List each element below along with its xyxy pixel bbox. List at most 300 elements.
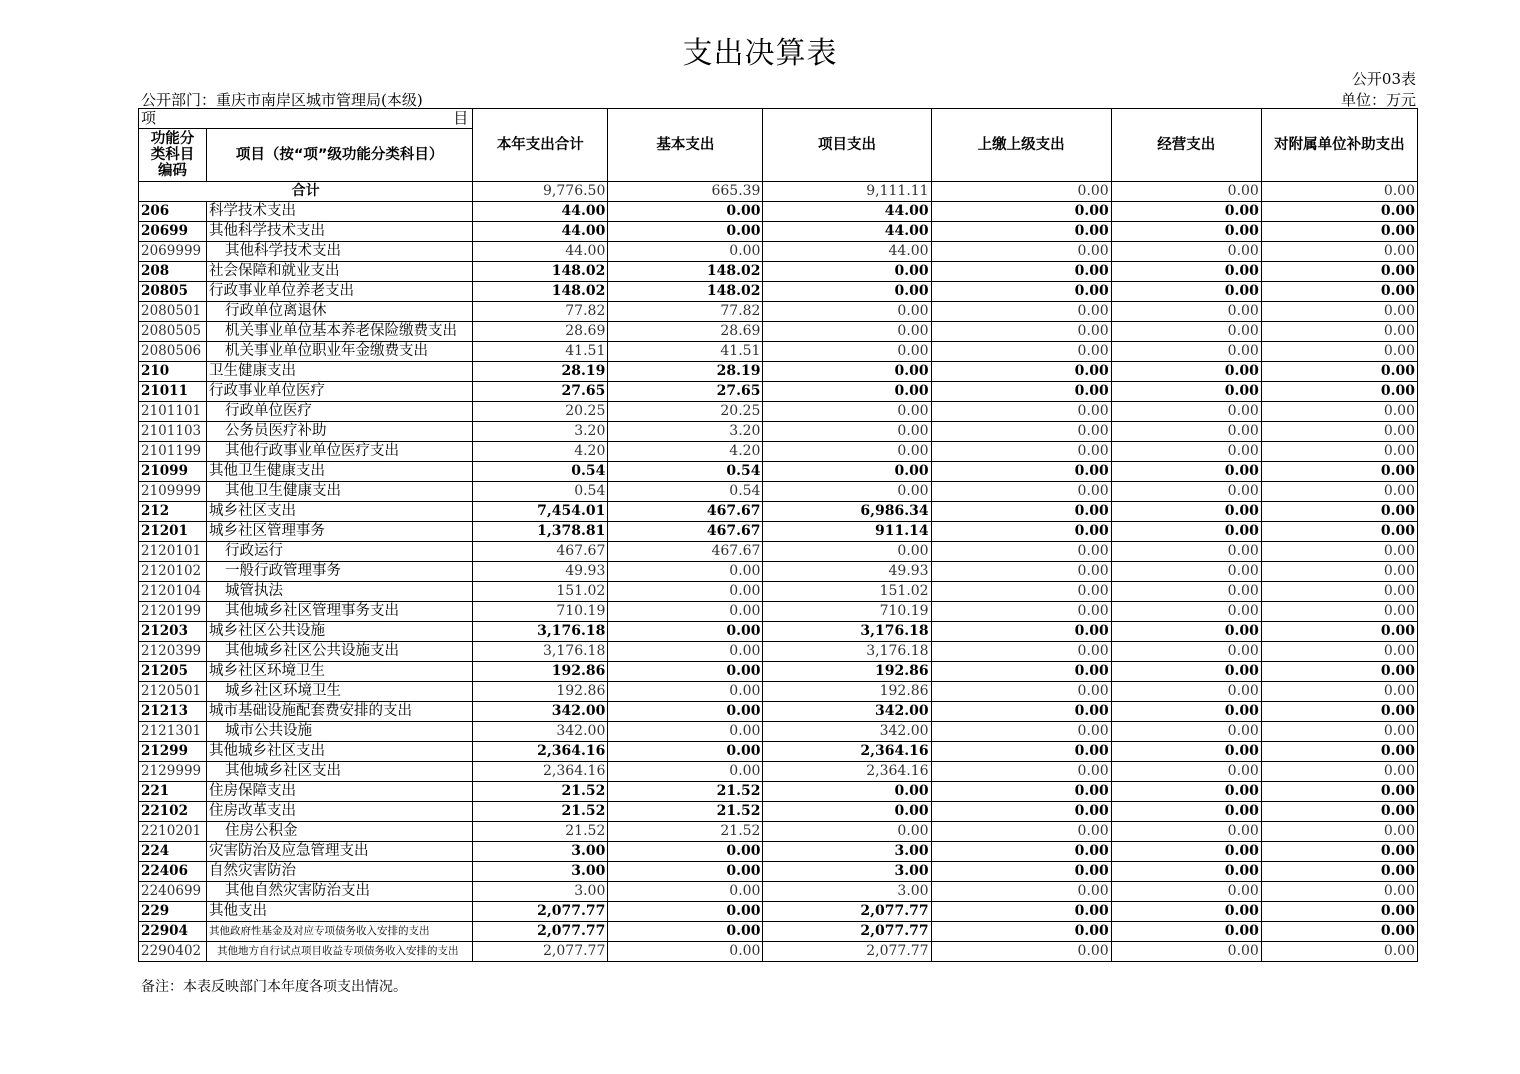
row-value: 0.00 bbox=[931, 882, 1111, 902]
table-row bbox=[139, 542, 1418, 562]
table-row bbox=[139, 582, 1418, 602]
row-value: 0.00 bbox=[763, 802, 931, 822]
row-code: 2080501 bbox=[139, 302, 207, 322]
row-value: 0.00 bbox=[931, 262, 1111, 282]
row-value: 0.00 bbox=[1261, 802, 1417, 822]
row-value: 21.52 bbox=[473, 822, 608, 842]
row-value: 0.00 bbox=[931, 282, 1111, 302]
table-row bbox=[139, 862, 1418, 882]
total-label: 合计 bbox=[139, 182, 473, 202]
row-name: 城乡社区支出 bbox=[207, 502, 473, 522]
row-name: 其他政府性基金及对应专项债务收入安排的支出 bbox=[207, 922, 473, 942]
row-value: 467.67 bbox=[608, 542, 763, 562]
header-col-basic: 基本支出 bbox=[608, 109, 763, 182]
row-value: 0.00 bbox=[931, 542, 1111, 562]
table-row bbox=[139, 402, 1418, 422]
row-value: 0.00 bbox=[1261, 562, 1417, 582]
row-name: 机关事业单位职业年金缴费支出 bbox=[207, 342, 473, 362]
row-value: 0.54 bbox=[473, 482, 608, 502]
table-row bbox=[139, 282, 1418, 302]
row-value: 0.00 bbox=[1111, 262, 1261, 282]
row-value: 0.00 bbox=[1261, 442, 1417, 462]
row-value: 0.00 bbox=[931, 242, 1111, 262]
table-row bbox=[139, 742, 1418, 762]
table-row bbox=[139, 942, 1418, 962]
row-value: 0.00 bbox=[1111, 722, 1261, 742]
row-value: 28.69 bbox=[608, 322, 763, 342]
row-value: 0.00 bbox=[1111, 702, 1261, 722]
row-code: 21299 bbox=[139, 742, 207, 762]
row-value: 0.00 bbox=[1261, 942, 1417, 962]
row-name: 机关事业单位基本养老保险缴费支出 bbox=[207, 322, 473, 342]
row-value: 0.00 bbox=[608, 582, 763, 602]
row-code: 2240699 bbox=[139, 882, 207, 902]
row-value: 20.25 bbox=[608, 402, 763, 422]
row-name: 公务员医疗补助 bbox=[207, 422, 473, 442]
total-value: 0.00 bbox=[931, 182, 1111, 202]
row-value: 0.00 bbox=[931, 822, 1111, 842]
table-row bbox=[139, 702, 1418, 722]
row-value: 6,986.34 bbox=[763, 502, 931, 522]
row-value: 0.00 bbox=[1111, 882, 1261, 902]
expenditure-table bbox=[138, 108, 1418, 962]
total-value: 0.00 bbox=[1111, 182, 1261, 202]
header-item-left: 项 bbox=[141, 109, 157, 127]
row-value: 148.02 bbox=[608, 262, 763, 282]
row-name: 行政事业单位医疗 bbox=[207, 382, 473, 402]
row-name: 其他科学技术支出 bbox=[207, 242, 473, 262]
row-value: 0.00 bbox=[931, 462, 1111, 482]
table-row bbox=[139, 482, 1418, 502]
row-value: 0.00 bbox=[1261, 482, 1417, 502]
row-value: 0.54 bbox=[473, 462, 608, 482]
row-value: 0.00 bbox=[1111, 522, 1261, 542]
row-value: 0.00 bbox=[1261, 242, 1417, 262]
row-value: 0.00 bbox=[608, 882, 763, 902]
table-row bbox=[139, 502, 1418, 522]
row-value: 1,378.81 bbox=[473, 522, 608, 542]
total-value: 9,776.50 bbox=[473, 182, 608, 202]
row-name: 行政单位离退休 bbox=[207, 302, 473, 322]
row-value: 0.00 bbox=[1261, 382, 1417, 402]
row-value: 0.00 bbox=[763, 302, 931, 322]
row-name: 其他自然灾害防治支出 bbox=[207, 882, 473, 902]
row-value: 0.00 bbox=[1261, 342, 1417, 362]
row-value: 2,364.16 bbox=[473, 742, 608, 762]
row-name: 其他城乡社区支出 bbox=[207, 742, 473, 762]
row-code: 212 bbox=[139, 502, 207, 522]
row-name: 城市公共设施 bbox=[207, 722, 473, 742]
row-value: 0.00 bbox=[1261, 822, 1417, 842]
row-value: 192.86 bbox=[473, 662, 608, 682]
row-name: 其他卫生健康支出 bbox=[207, 482, 473, 502]
row-name: 其他行政事业单位医疗支出 bbox=[207, 442, 473, 462]
row-value: 0.00 bbox=[1111, 202, 1261, 222]
row-code: 2101199 bbox=[139, 442, 207, 462]
row-value: 0.00 bbox=[931, 922, 1111, 942]
row-code: 21099 bbox=[139, 462, 207, 482]
row-value: 0.00 bbox=[931, 702, 1111, 722]
row-code: 2101103 bbox=[139, 422, 207, 442]
row-code: 2101101 bbox=[139, 402, 207, 422]
row-value: 0.00 bbox=[931, 522, 1111, 542]
row-name: 其他城乡社区管理事务支出 bbox=[207, 602, 473, 622]
row-value: 0.00 bbox=[763, 482, 931, 502]
row-value: 0.00 bbox=[1261, 522, 1417, 542]
row-value: 0.00 bbox=[1111, 582, 1261, 602]
row-code: 21201 bbox=[139, 522, 207, 542]
row-value: 0.00 bbox=[608, 942, 763, 962]
row-value: 3.00 bbox=[473, 842, 608, 862]
row-code: 2290402 bbox=[139, 942, 207, 962]
row-value: 2,077.77 bbox=[473, 922, 608, 942]
row-value: 44.00 bbox=[473, 242, 608, 262]
row-code: 21205 bbox=[139, 662, 207, 682]
row-value: 44.00 bbox=[763, 242, 931, 262]
row-value: 2,077.77 bbox=[763, 902, 931, 922]
row-value: 0.00 bbox=[608, 202, 763, 222]
row-value: 2,077.77 bbox=[763, 922, 931, 942]
row-value: 44.00 bbox=[473, 222, 608, 242]
row-value: 0.00 bbox=[931, 662, 1111, 682]
row-name: 城乡社区环境卫生 bbox=[207, 682, 473, 702]
row-code: 2120102 bbox=[139, 562, 207, 582]
footnote: 备注：本表反映部门本年度各项支出情况。 bbox=[141, 979, 407, 995]
row-value: 0.00 bbox=[931, 802, 1111, 822]
row-value: 21.52 bbox=[473, 802, 608, 822]
row-value: 21.52 bbox=[608, 782, 763, 802]
row-code: 2109999 bbox=[139, 482, 207, 502]
row-code: 221 bbox=[139, 782, 207, 802]
row-name: 一般行政管理事务 bbox=[207, 562, 473, 582]
row-value: 148.02 bbox=[608, 282, 763, 302]
row-value: 0.00 bbox=[1111, 842, 1261, 862]
row-value: 28.19 bbox=[473, 362, 608, 382]
row-value: 20.25 bbox=[473, 402, 608, 422]
row-value: 0.00 bbox=[1111, 362, 1261, 382]
unit-label: 单位：万元 bbox=[1340, 91, 1416, 109]
row-value: 7,454.01 bbox=[473, 502, 608, 522]
row-value: 151.02 bbox=[763, 582, 931, 602]
row-value: 2,364.16 bbox=[763, 762, 931, 782]
row-value: 0.00 bbox=[1261, 902, 1417, 922]
row-value: 0.00 bbox=[1261, 282, 1417, 302]
row-value: 467.67 bbox=[608, 522, 763, 542]
row-value: 0.00 bbox=[1111, 782, 1261, 802]
table-row bbox=[139, 322, 1418, 342]
row-value: 0.00 bbox=[1261, 542, 1417, 562]
row-name: 其他卫生健康支出 bbox=[207, 462, 473, 482]
row-value: 0.00 bbox=[1111, 322, 1261, 342]
row-value: 0.00 bbox=[931, 862, 1111, 882]
row-value: 0.00 bbox=[1111, 742, 1261, 762]
row-value: 0.00 bbox=[608, 702, 763, 722]
row-value: 148.02 bbox=[473, 262, 608, 282]
row-value: 0.00 bbox=[931, 302, 1111, 322]
row-value: 0.00 bbox=[608, 862, 763, 882]
row-name: 卫生健康支出 bbox=[207, 362, 473, 382]
row-value: 0.00 bbox=[1261, 702, 1417, 722]
table-row bbox=[139, 242, 1418, 262]
row-value: 0.00 bbox=[1261, 582, 1417, 602]
row-value: 0.00 bbox=[1261, 842, 1417, 862]
row-name: 社会保障和就业支出 bbox=[207, 262, 473, 282]
table-row bbox=[139, 842, 1418, 862]
row-code: 2120101 bbox=[139, 542, 207, 562]
row-value: 911.14 bbox=[763, 522, 931, 542]
row-value: 0.00 bbox=[1261, 602, 1417, 622]
row-value: 0.00 bbox=[1111, 862, 1261, 882]
row-code: 206 bbox=[139, 202, 207, 222]
row-value: 0.00 bbox=[931, 782, 1111, 802]
table-row bbox=[139, 922, 1418, 942]
table-row bbox=[139, 422, 1418, 442]
header-col-total: 本年支出合计 bbox=[473, 109, 608, 182]
row-value: 0.00 bbox=[763, 542, 931, 562]
row-name: 城乡社区环境卫生 bbox=[207, 662, 473, 682]
row-name: 其他支出 bbox=[207, 902, 473, 922]
row-value: 4.20 bbox=[473, 442, 608, 462]
total-value: 665.39 bbox=[608, 182, 763, 202]
row-value: 0.00 bbox=[1111, 542, 1261, 562]
row-code: 2120104 bbox=[139, 582, 207, 602]
row-name: 其他科学技术支出 bbox=[207, 222, 473, 242]
row-value: 0.00 bbox=[931, 742, 1111, 762]
row-value: 3,176.18 bbox=[763, 642, 931, 662]
row-value: 0.00 bbox=[931, 582, 1111, 602]
row-name: 其他城乡社区公共设施支出 bbox=[207, 642, 473, 662]
row-value: 0.00 bbox=[1111, 462, 1261, 482]
row-value: 0.00 bbox=[1261, 262, 1417, 282]
row-value: 0.00 bbox=[763, 322, 931, 342]
row-value: 0.00 bbox=[931, 602, 1111, 622]
row-value: 0.00 bbox=[608, 222, 763, 242]
row-name: 自然灾害防治 bbox=[207, 862, 473, 882]
row-code: 2080506 bbox=[139, 342, 207, 362]
row-value: 0.00 bbox=[1261, 322, 1417, 342]
row-name: 其他城乡社区支出 bbox=[207, 762, 473, 782]
row-value: 0.00 bbox=[1261, 662, 1417, 682]
row-value: 0.00 bbox=[1261, 882, 1417, 902]
row-code: 2120501 bbox=[139, 682, 207, 702]
row-value: 0.00 bbox=[1261, 222, 1417, 242]
row-value: 0.00 bbox=[1111, 622, 1261, 642]
row-code: 21213 bbox=[139, 702, 207, 722]
header-code-line: 功能分 bbox=[150, 131, 195, 147]
row-code: 208 bbox=[139, 262, 207, 282]
row-value: 0.00 bbox=[931, 442, 1111, 462]
header-col-operating: 经营支出 bbox=[1111, 109, 1261, 182]
row-name: 行政事业单位养老支出 bbox=[207, 282, 473, 302]
row-value: 0.00 bbox=[608, 922, 763, 942]
row-value: 0.00 bbox=[931, 762, 1111, 782]
row-value: 0.00 bbox=[1111, 902, 1261, 922]
row-value: 0.00 bbox=[1261, 922, 1417, 942]
table-row bbox=[139, 882, 1418, 902]
row-value: 0.00 bbox=[608, 722, 763, 742]
table-row bbox=[139, 602, 1418, 622]
row-value: 0.00 bbox=[931, 202, 1111, 222]
table-row bbox=[139, 342, 1418, 362]
row-value: 0.00 bbox=[1111, 662, 1261, 682]
row-value: 0.00 bbox=[1111, 482, 1261, 502]
row-value: 192.86 bbox=[473, 682, 608, 702]
table-row bbox=[139, 722, 1418, 742]
row-value: 0.00 bbox=[1111, 802, 1261, 822]
row-value: 3.00 bbox=[763, 862, 931, 882]
row-value: 0.00 bbox=[1261, 402, 1417, 422]
row-value: 3.00 bbox=[473, 862, 608, 882]
row-value: 0.00 bbox=[1111, 382, 1261, 402]
row-value: 0.00 bbox=[763, 422, 931, 442]
row-value: 0.00 bbox=[1111, 942, 1261, 962]
row-value: 0.00 bbox=[931, 682, 1111, 702]
table-row bbox=[139, 642, 1418, 662]
row-value: 77.82 bbox=[473, 302, 608, 322]
row-name: 城管执法 bbox=[207, 582, 473, 602]
row-value: 0.00 bbox=[608, 902, 763, 922]
row-value: 0.00 bbox=[931, 382, 1111, 402]
row-value: 0.00 bbox=[1261, 642, 1417, 662]
row-name: 城乡社区管理事务 bbox=[207, 522, 473, 542]
row-value: 2,077.77 bbox=[473, 902, 608, 922]
row-value: 27.65 bbox=[473, 382, 608, 402]
row-value: 0.00 bbox=[1111, 502, 1261, 522]
row-value: 2,077.77 bbox=[763, 942, 931, 962]
table-row bbox=[139, 622, 1418, 642]
row-value: 0.00 bbox=[608, 602, 763, 622]
row-value: 0.00 bbox=[1111, 442, 1261, 462]
row-value: 0.54 bbox=[608, 462, 763, 482]
row-value: 3.00 bbox=[763, 842, 931, 862]
row-value: 151.02 bbox=[473, 582, 608, 602]
department-label: 公开部门：重庆市南岸区城市管理局(本级) bbox=[141, 91, 423, 109]
table-row bbox=[139, 682, 1418, 702]
row-value: 0.00 bbox=[1111, 762, 1261, 782]
row-value: 2,364.16 bbox=[473, 762, 608, 782]
row-value: 0.00 bbox=[1111, 242, 1261, 262]
row-code: 229 bbox=[139, 902, 207, 922]
row-value: 148.02 bbox=[473, 282, 608, 302]
row-value: 0.00 bbox=[608, 762, 763, 782]
row-value: 0.00 bbox=[931, 482, 1111, 502]
row-value: 342.00 bbox=[473, 722, 608, 742]
row-value: 0.00 bbox=[763, 342, 931, 362]
header-col-remit: 上缴上级支出 bbox=[931, 109, 1111, 182]
row-code: 2210201 bbox=[139, 822, 207, 842]
row-value: 0.00 bbox=[931, 222, 1111, 242]
row-value: 41.51 bbox=[473, 342, 608, 362]
row-code: 210 bbox=[139, 362, 207, 382]
row-value: 467.67 bbox=[608, 502, 763, 522]
header-code bbox=[139, 129, 207, 182]
row-value: 0.00 bbox=[931, 562, 1111, 582]
row-value: 0.00 bbox=[931, 942, 1111, 962]
header-code-line: 类科目 bbox=[150, 147, 195, 163]
row-value: 49.93 bbox=[763, 562, 931, 582]
row-value: 0.00 bbox=[931, 502, 1111, 522]
row-value: 3.20 bbox=[473, 422, 608, 442]
row-value: 342.00 bbox=[763, 722, 931, 742]
table-row bbox=[139, 802, 1418, 822]
row-code: 2120399 bbox=[139, 642, 207, 662]
table-row bbox=[139, 262, 1418, 282]
row-value: 0.54 bbox=[608, 482, 763, 502]
row-value: 0.00 bbox=[1261, 782, 1417, 802]
row-value: 0.00 bbox=[763, 282, 931, 302]
row-value: 3,176.18 bbox=[473, 622, 608, 642]
row-value: 0.00 bbox=[763, 782, 931, 802]
row-value: 27.65 bbox=[608, 382, 763, 402]
table-row bbox=[139, 822, 1418, 842]
row-value: 0.00 bbox=[1261, 742, 1417, 762]
row-value: 0.00 bbox=[1261, 862, 1417, 882]
row-value: 0.00 bbox=[931, 902, 1111, 922]
row-value: 21.52 bbox=[473, 782, 608, 802]
row-value: 0.00 bbox=[1111, 822, 1261, 842]
row-name: 住房公积金 bbox=[207, 822, 473, 842]
page-title: 支出决算表 bbox=[682, 36, 838, 71]
row-value: 192.86 bbox=[763, 682, 931, 702]
row-value: 0.00 bbox=[931, 422, 1111, 442]
row-code: 224 bbox=[139, 842, 207, 862]
row-value: 0.00 bbox=[1111, 922, 1261, 942]
row-name: 其他地方自行试点项目收益专项债务收入安排的支出 bbox=[207, 942, 473, 962]
row-value: 3.00 bbox=[763, 882, 931, 902]
row-value: 710.19 bbox=[473, 602, 608, 622]
total-value: 0.00 bbox=[1261, 182, 1417, 202]
row-value: 2,077.77 bbox=[473, 942, 608, 962]
row-value: 0.00 bbox=[763, 822, 931, 842]
row-value: 2,364.16 bbox=[763, 742, 931, 762]
row-value: 0.00 bbox=[763, 462, 931, 482]
header-col-project: 项目支出 bbox=[763, 109, 931, 182]
table-row bbox=[139, 202, 1418, 222]
table-row bbox=[139, 562, 1418, 582]
row-value: 3.20 bbox=[608, 422, 763, 442]
row-name: 行政单位医疗 bbox=[207, 402, 473, 422]
row-value: 710.19 bbox=[763, 602, 931, 622]
row-value: 0.00 bbox=[1261, 462, 1417, 482]
row-value: 3.00 bbox=[473, 882, 608, 902]
row-value: 3,176.18 bbox=[763, 622, 931, 642]
row-value: 41.51 bbox=[608, 342, 763, 362]
row-code: 22102 bbox=[139, 802, 207, 822]
row-value: 0.00 bbox=[608, 242, 763, 262]
row-value: 0.00 bbox=[1111, 422, 1261, 442]
header-name: 项目（按“项”级功能分类科目） bbox=[207, 129, 473, 182]
row-name: 灾害防治及应急管理支出 bbox=[207, 842, 473, 862]
row-code: 2121301 bbox=[139, 722, 207, 742]
table-row bbox=[139, 442, 1418, 462]
row-value: 0.00 bbox=[1111, 562, 1261, 582]
row-code: 22406 bbox=[139, 862, 207, 882]
table-row bbox=[139, 222, 1418, 242]
row-value: 0.00 bbox=[1261, 502, 1417, 522]
row-value: 0.00 bbox=[1111, 342, 1261, 362]
header-col-subsidy: 对附属单位补助支出 bbox=[1261, 109, 1417, 182]
table-row bbox=[139, 902, 1418, 922]
row-name: 住房保障支出 bbox=[207, 782, 473, 802]
row-code: 21011 bbox=[139, 382, 207, 402]
table-number: 公开03表 bbox=[1351, 70, 1416, 88]
row-value: 3,176.18 bbox=[473, 642, 608, 662]
row-value: 0.00 bbox=[763, 382, 931, 402]
row-code: 21203 bbox=[139, 622, 207, 642]
row-code: 20699 bbox=[139, 222, 207, 242]
total-value: 9,111.11 bbox=[763, 182, 931, 202]
row-value: 28.69 bbox=[473, 322, 608, 342]
